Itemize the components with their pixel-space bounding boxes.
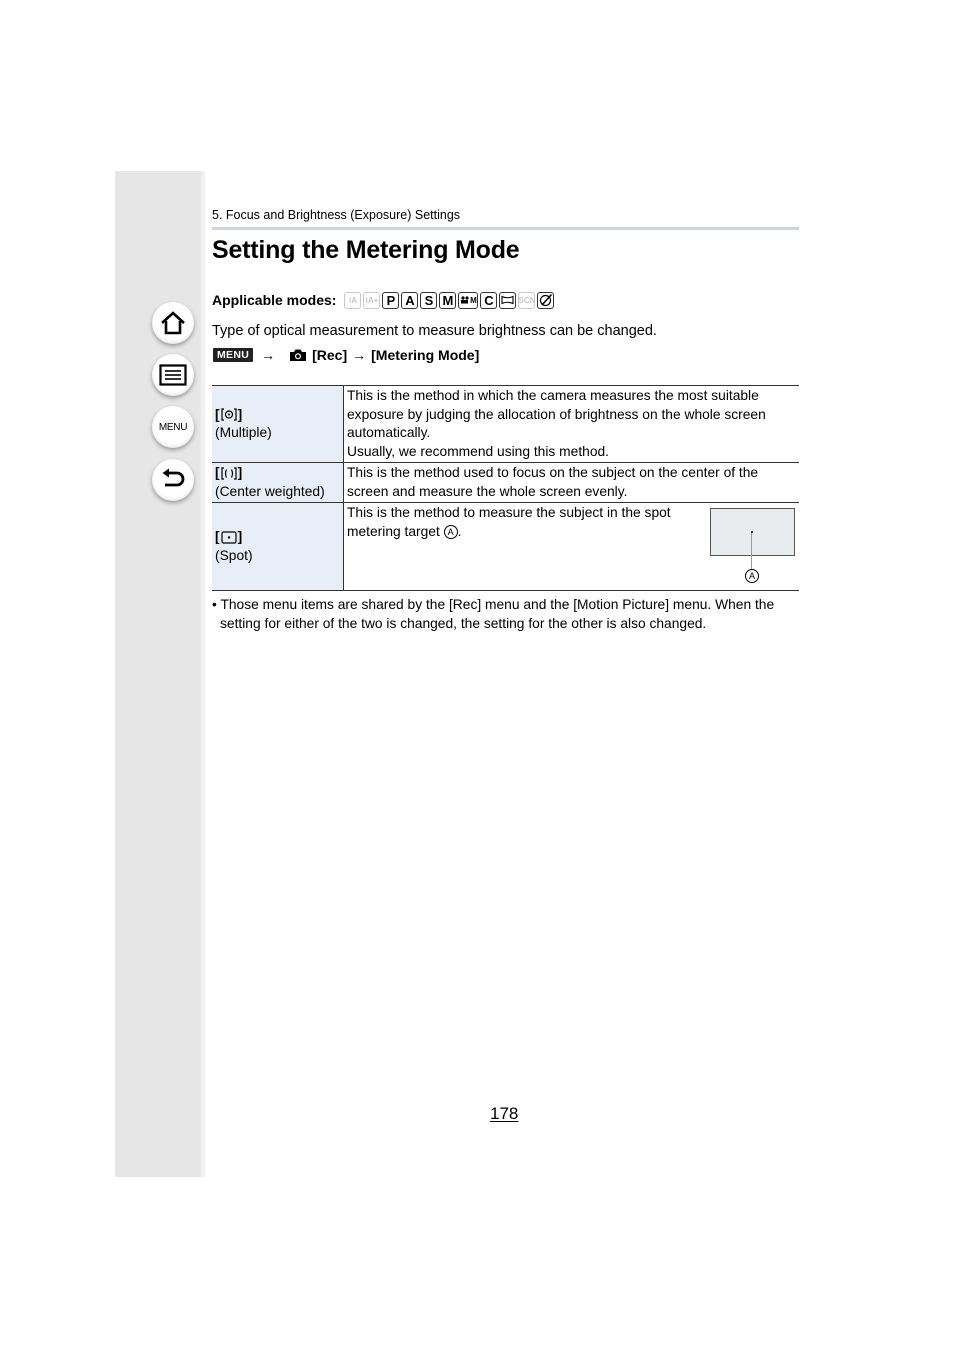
note-text: Those menu items are shared by the [Rec] menu and the [Motion Picture] menu. When the setting for either of the two is changed, the setting for the other is also changed. <box>220 597 775 631</box>
metering-option-name: (Spot) <box>215 547 253 563</box>
mode-intelligent-auto-icon: iA <box>344 292 361 309</box>
table-row <box>212 503 799 591</box>
metering-option-spot <box>212 503 344 591</box>
list-icon <box>159 364 187 386</box>
metering-option-description: This is the method to measure the subject in the spot metering target A . A <box>344 503 800 591</box>
contents-button[interactable] <box>152 354 194 396</box>
mode-panorama-icon <box>499 292 516 309</box>
metering-option-name: (Center weighted) <box>215 483 325 499</box>
page-title: Setting the Metering Mode <box>212 236 520 264</box>
home-button[interactable] <box>152 302 194 344</box>
home-icon <box>159 310 187 336</box>
mode-m-icon: M <box>439 292 456 309</box>
menu-metering-mode: [Metering Mode] <box>371 347 480 363</box>
sidebar-edge <box>201 171 205 1177</box>
metering-option-name: (Multiple) <box>215 425 272 440</box>
metering-option-center-weighted <box>212 463 344 503</box>
mode-scene-icon: SCN <box>518 292 535 309</box>
figure-marker-a: A <box>745 569 759 583</box>
intro-text: Type of optical measurement to measure brightness can be changed. <box>212 323 657 339</box>
mode-s-icon: S <box>420 292 437 309</box>
back-button[interactable] <box>152 459 194 501</box>
metering-option-multiple <box>212 386 344 463</box>
metering-mode-table <box>212 385 799 591</box>
menu-path <box>213 345 479 365</box>
chapter-heading: 5. Focus and Brightness (Exposure) Settings <box>212 208 461 222</box>
path-arrow: → <box>352 347 367 363</box>
multiple-metering-icon <box>221 408 237 421</box>
movie-camera-icon <box>460 296 470 304</box>
mode-a-icon: A <box>401 292 418 309</box>
chapter-divider <box>212 227 799 230</box>
mode-intelligent-auto-plus-icon: iA+ <box>363 292 380 309</box>
note-bullet: • <box>212 597 217 612</box>
mode-creative-control-icon <box>537 292 554 309</box>
camera-icon <box>289 348 307 362</box>
metering-symbol: [ ] <box>215 465 243 480</box>
menu-button-label: MENU <box>158 421 188 433</box>
spot-target-illustration <box>707 508 795 588</box>
path-arrow: → <box>261 347 276 363</box>
mode-c-icon: C <box>480 292 497 309</box>
menu-button[interactable] <box>152 406 194 448</box>
return-icon <box>159 468 187 492</box>
metering-option-description: This is the method used to focus on the subject on the center of the screen and measure the whole screen evenly. <box>347 465 759 499</box>
center-weighted-metering-icon <box>221 467 237 480</box>
table-row <box>212 463 799 503</box>
callout-line <box>751 533 752 569</box>
applicable-modes-label: Applicable modes: <box>212 292 337 308</box>
menu-rec: [Rec] <box>312 347 348 363</box>
metering-option-description: This is the method in which the camera measures the most suitable exposure by judging the allocation of brightness on the whole screen automatically. Usually, we recommend using this method. <box>347 388 766 459</box>
applicable-modes <box>212 289 554 311</box>
marker-a: A <box>444 525 458 539</box>
menu-badge: MENU <box>213 348 253 362</box>
mode-p-icon: P <box>382 292 399 309</box>
table-row <box>212 386 799 463</box>
spot-metering-icon <box>221 531 237 544</box>
mode-creative-video-label: M <box>470 295 477 305</box>
metering-symbol: [ ] <box>215 406 243 422</box>
metering-symbol: [ ] <box>215 529 243 544</box>
mode-creative-video-icon <box>458 292 478 309</box>
note <box>212 595 799 633</box>
page-number[interactable]: 178 <box>490 1104 519 1123</box>
